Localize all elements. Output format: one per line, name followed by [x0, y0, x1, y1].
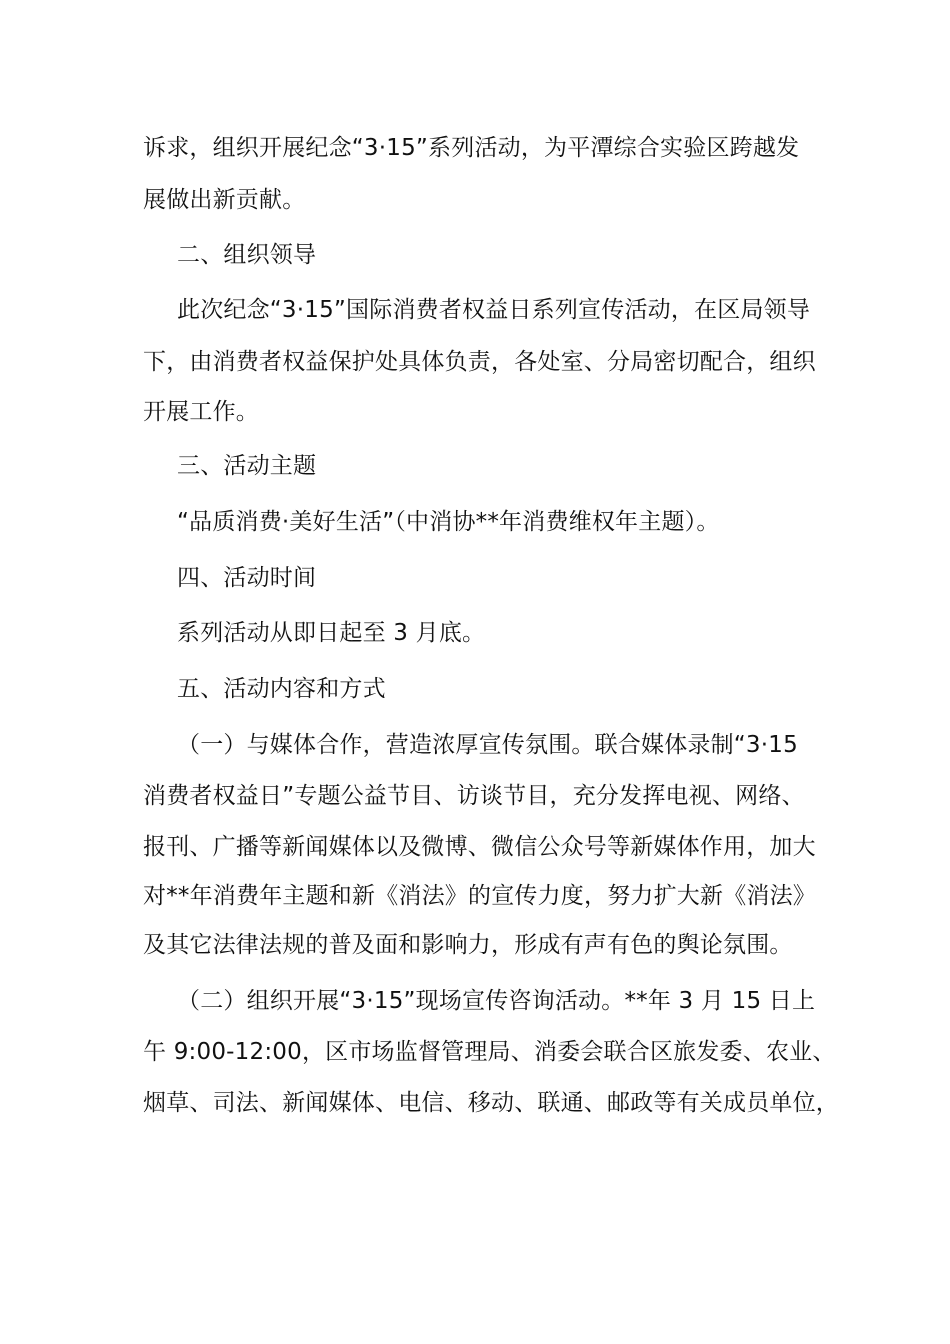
text-line: 报刊、广播等新闻媒体以及微博、微信公众号等新媒体作用，加大	[143, 834, 816, 860]
section-heading: 三、活动主题	[177, 453, 317, 479]
text-line: 对**年消费年主题和新《消法》的宣传力度，努力扩大新《消法》	[143, 883, 816, 909]
text-line: “品质消费·美好生活”（中消协**年消费维权年主题）。	[177, 509, 720, 535]
text-line: （一）与媒体合作，营造浓厚宣传氛围。联合媒体录制“3·15	[177, 732, 798, 758]
section-heading: 四、活动时间	[177, 565, 317, 591]
section-heading: 五、活动内容和方式	[177, 676, 386, 702]
text-line: 系列活动从即日起至 3 月底。	[177, 620, 486, 646]
text-line: 此次纪念“3·15”国际消费者权益日系列宣传活动，在区局领导	[177, 297, 811, 323]
text-line: 午 9:00-12:00，区市场监督管理局、消委会联合区旅发委、农业、	[143, 1039, 836, 1065]
text-line: 烟草、司法、新闻媒体、电信、移动、联通、邮政等有关成员单位，	[143, 1090, 839, 1116]
text-line: 开展工作。	[143, 399, 259, 425]
text-line: 及其它法律法规的普及面和影响力，形成有声有色的舆论氛围。	[143, 932, 793, 958]
text-line: 展做出新贡献。	[143, 187, 306, 213]
text-line: （二）组织开展“3·15”现场宣传咨询活动。**年 3 月 15 日上	[177, 988, 816, 1014]
text-line: 消费者权益日”专题公益节目、访谈节目，充分发挥电视、网络、	[143, 783, 805, 809]
section-heading: 二、组织领导	[177, 242, 317, 268]
text-line: 诉求，组织开展纪念“3·15”系列活动，为平潭综合实验区跨越发	[143, 135, 800, 161]
text-line: 下，由消费者权益保护处具体负责，各处室、分局密切配合，组织	[143, 349, 816, 375]
